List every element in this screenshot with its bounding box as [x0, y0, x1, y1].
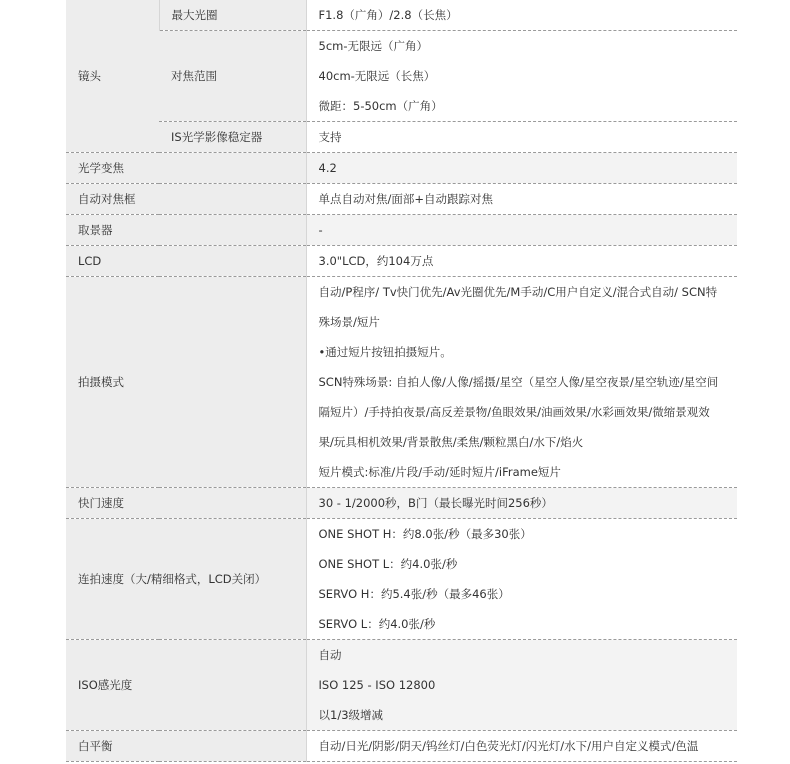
- continuous-line: SERVO H：约5.4张/秒（最多46张）: [318, 587, 510, 601]
- spec-row-white-balance: [66, 731, 737, 762]
- focus-range-line: 5cm-无限远（广角）: [318, 39, 428, 53]
- spec-value-af-frame: 单点自动对焦/面部+自动跟踪对焦: [306, 184, 737, 215]
- spec-row-af-frame: [66, 184, 737, 215]
- spec-row-shooting-modes: [66, 277, 737, 488]
- continuous-line: SERVO L：约4.0张/秒: [318, 617, 436, 631]
- spec-row-focus-range: [66, 31, 737, 122]
- spec-value-viewfinder: -: [306, 215, 737, 246]
- spec-value-optical-zoom: 4.2: [306, 153, 737, 184]
- spec-sublabel-is: IS光学影像稳定器: [159, 122, 306, 153]
- spec-value-iso: [306, 640, 737, 731]
- iso-line: 以1/3级增减: [318, 708, 384, 722]
- shooting-mode-line: SCN特殊场景: 自拍人像/人像/摇摄/星空（星空人像/星空夜景/星空轨迹/星空间: [318, 375, 719, 389]
- spec-value-max-aperture: F1.8（广角）/2.8（长焦）: [306, 0, 737, 31]
- spec-value-white-balance: 自动/日光/阴影/阴天/钨丝灯/白色荧光灯/闪光灯/水下/用户自定义模式/色温: [306, 731, 737, 762]
- spec-value-focus-range: [306, 31, 737, 122]
- spec-row-viewfinder: [66, 215, 737, 246]
- spec-row-optical-zoom: [66, 153, 737, 184]
- shooting-mode-line: 果/玩具相机效果/背景散焦/柔焦/颗粒黑白/水下/焰火: [318, 435, 584, 449]
- spec-row-max-aperture: [66, 0, 737, 31]
- spec-value-shutter-speed: 30 - 1/2000秒，B门（最长曝光时间256秒）: [306, 488, 737, 519]
- spec-label-white-balance: 白平衡: [66, 731, 306, 762]
- spec-label-lens: 镜头: [66, 0, 159, 153]
- shooting-mode-line: 殊场景/短片: [318, 315, 380, 329]
- shooting-mode-line: 隔短片）/手持拍夜景/高反差景物/鱼眼效果/油画效果/水彩画效果/微缩景观效: [318, 405, 710, 419]
- spec-label-iso: ISO感光度: [66, 640, 306, 731]
- spec-label-viewfinder: 取景器: [66, 215, 306, 246]
- spec-label-continuous: 连拍速度（大/精细格式，LCD关闭）: [66, 519, 306, 640]
- spec-row-shutter-speed: [66, 488, 737, 519]
- spec-value-shooting-modes: [306, 277, 737, 488]
- focus-range-line: 微距：5-50cm（广角）: [318, 99, 443, 113]
- spec-table: [66, 0, 737, 762]
- continuous-line: ONE SHOT L：约4.0张/秒: [318, 557, 458, 571]
- shooting-mode-line: •通过短片按钮拍摄短片。: [318, 345, 452, 359]
- spec-label-optical-zoom: 光学变焦: [66, 153, 306, 184]
- iso-line: ISO 125 - ISO 12800: [318, 678, 436, 692]
- spec-sublabel-focus-range: 对焦范围: [159, 31, 306, 122]
- shooting-mode-line: 短片模式:标准/片段/手动/延时短片/iFrame短片: [318, 465, 561, 479]
- spec-row-iso: [66, 640, 737, 731]
- continuous-line: ONE SHOT H：约8.0张/秒（最多30张）: [318, 527, 532, 541]
- shooting-mode-line: 自动/P程序/ Tv快门优先/Av光圈优先/M手动/C用户自定义/混合式自动/ SCN特: [318, 285, 718, 299]
- focus-range-line: 40cm-无限远（长焦）: [318, 69, 436, 83]
- iso-line: 自动: [318, 648, 342, 662]
- spec-value-continuous: [306, 519, 737, 640]
- spec-row-continuous: [66, 519, 737, 640]
- spec-label-shooting-modes: 拍摄模式: [66, 277, 306, 488]
- spec-row-lcd: [66, 246, 737, 277]
- spec-label-shutter-speed: 快门速度: [66, 488, 306, 519]
- spec-label-af-frame: 自动对焦框: [66, 184, 306, 215]
- spec-label-lcd: LCD: [66, 246, 306, 277]
- spec-value-is: 支持: [306, 122, 737, 153]
- spec-value-lcd: 3.0"LCD，约104万点: [306, 246, 737, 277]
- spec-sublabel-max-aperture: 最大光圈: [159, 0, 306, 31]
- spec-row-is: [66, 122, 737, 153]
